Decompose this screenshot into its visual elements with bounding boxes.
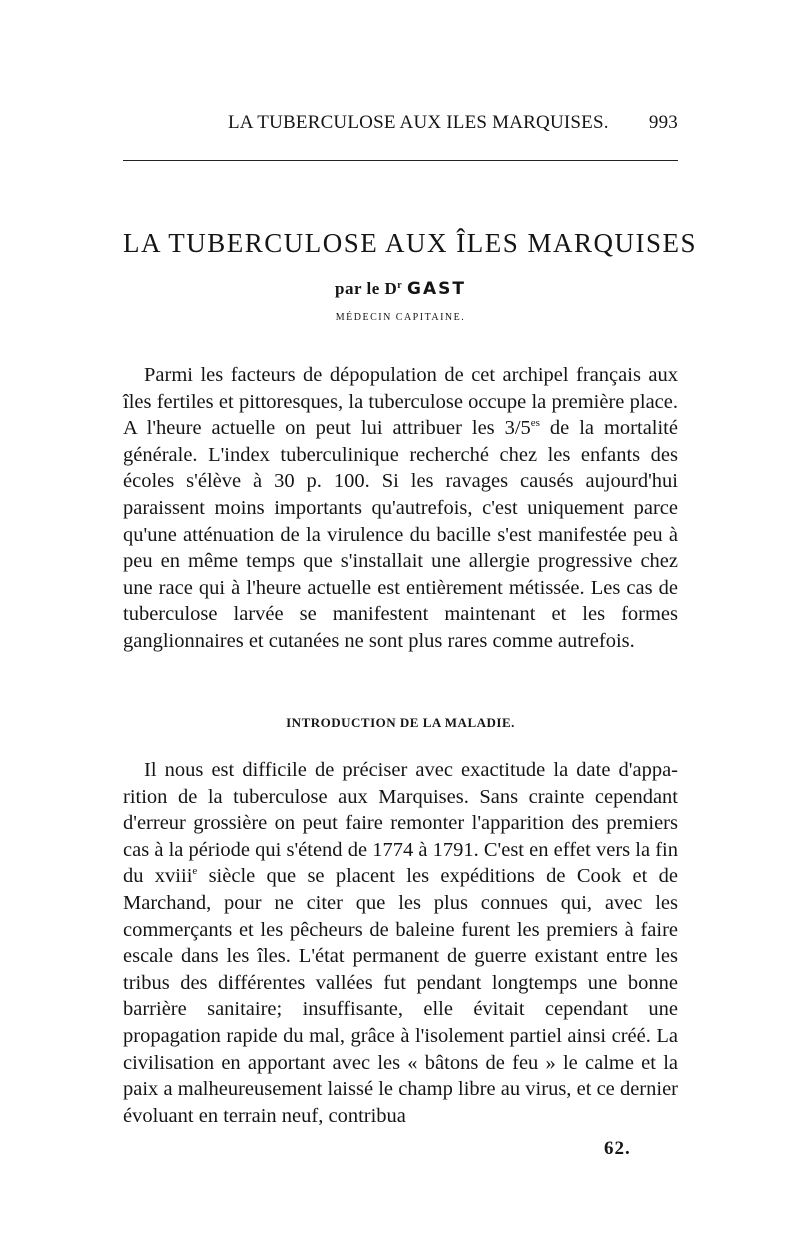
byline-sup: r [397,280,403,291]
byline-prefix: par le D [335,279,398,298]
byline [123,279,678,299]
author-rank: MÉDECIN CAPITAINE. [335,312,466,323]
paragraph-intro-part1: Parmi les facteurs de dépopulation de cet archipel français aux îles fertiles et pittoresques, la tuberculose occupe la première place. A l'heure actuelle on peut lui attribuer les 3/5 [123,364,678,440]
article-title: LA TUBERCULOSE AUX ÎLES MARQUISES [123,228,698,258]
paragraph-introduction-sup: e [192,865,198,878]
section-heading: INTRODUCTION DE LA MALADIE. [286,715,515,730]
paragraph-intro [123,362,678,655]
paragraph-introduction-part1: Il nous est difficile de préciser avec exactitude la date d'apparition de la tuberculose aux Marquises. Sans crainte cependant d'erreur grossière on peut faire remonter l'apparition des premiers cas à la période qui s'étend de 1774 à 1791. C'est en effet vers la fin du xviii [123,759,678,888]
paragraph-introduction-part2: siècle que se placent les expéditions de Cook et de Marchand, pour ne citer que les plus connues qui, avec les commerçants et les pêcheurs de baleine furent les premiers à faire escale dans les îles. L'état permanent de guerre existant entre les tribus des différentes vallées fut pendant longtemps une bonne barrière sanitaire; insuffisante, elle évitait cependant une propagation rapide du mal, grâce à l'isolement partiel ainsi créé. La civilisation en apportant avec les « bâtons de feu » le calme et la paix a malheureusement laissé le champ libre au virus, et ce dernier évoluant en terrain neuf, contribua [123,865,678,1127]
paragraph-intro-part2: de la mortalité générale. L'index tuberculinique recherché chez les enfants des écoles s'élève à 30 p. 100. Si les ravages causés aujourd'hui paraissent moins importants qu'autrefois, c'est uniquement parce qu'une atténuation de la virulence du bacille s'est manifestée peu à peu en même temps que s'installait une allergie progressive chez une race qui à l'heure actuelle est entièrement métissée. Les cas de tuberculose larvée se manifestent maintenant et les formes ganglionnaires et cutanées ne sont plus rares comme autrefois. [123,417,678,652]
signature-mark: 62. [604,1138,631,1159]
paragraph-introduction [123,757,678,1129]
paragraph-intro-sup: es [530,417,540,430]
header-rule [123,160,678,161]
running-head-title: LA TUBERCULOSE AUX ILES MARQUISES. [228,112,609,133]
author-name: GAST [407,279,466,299]
page-number: 993 [648,112,678,133]
